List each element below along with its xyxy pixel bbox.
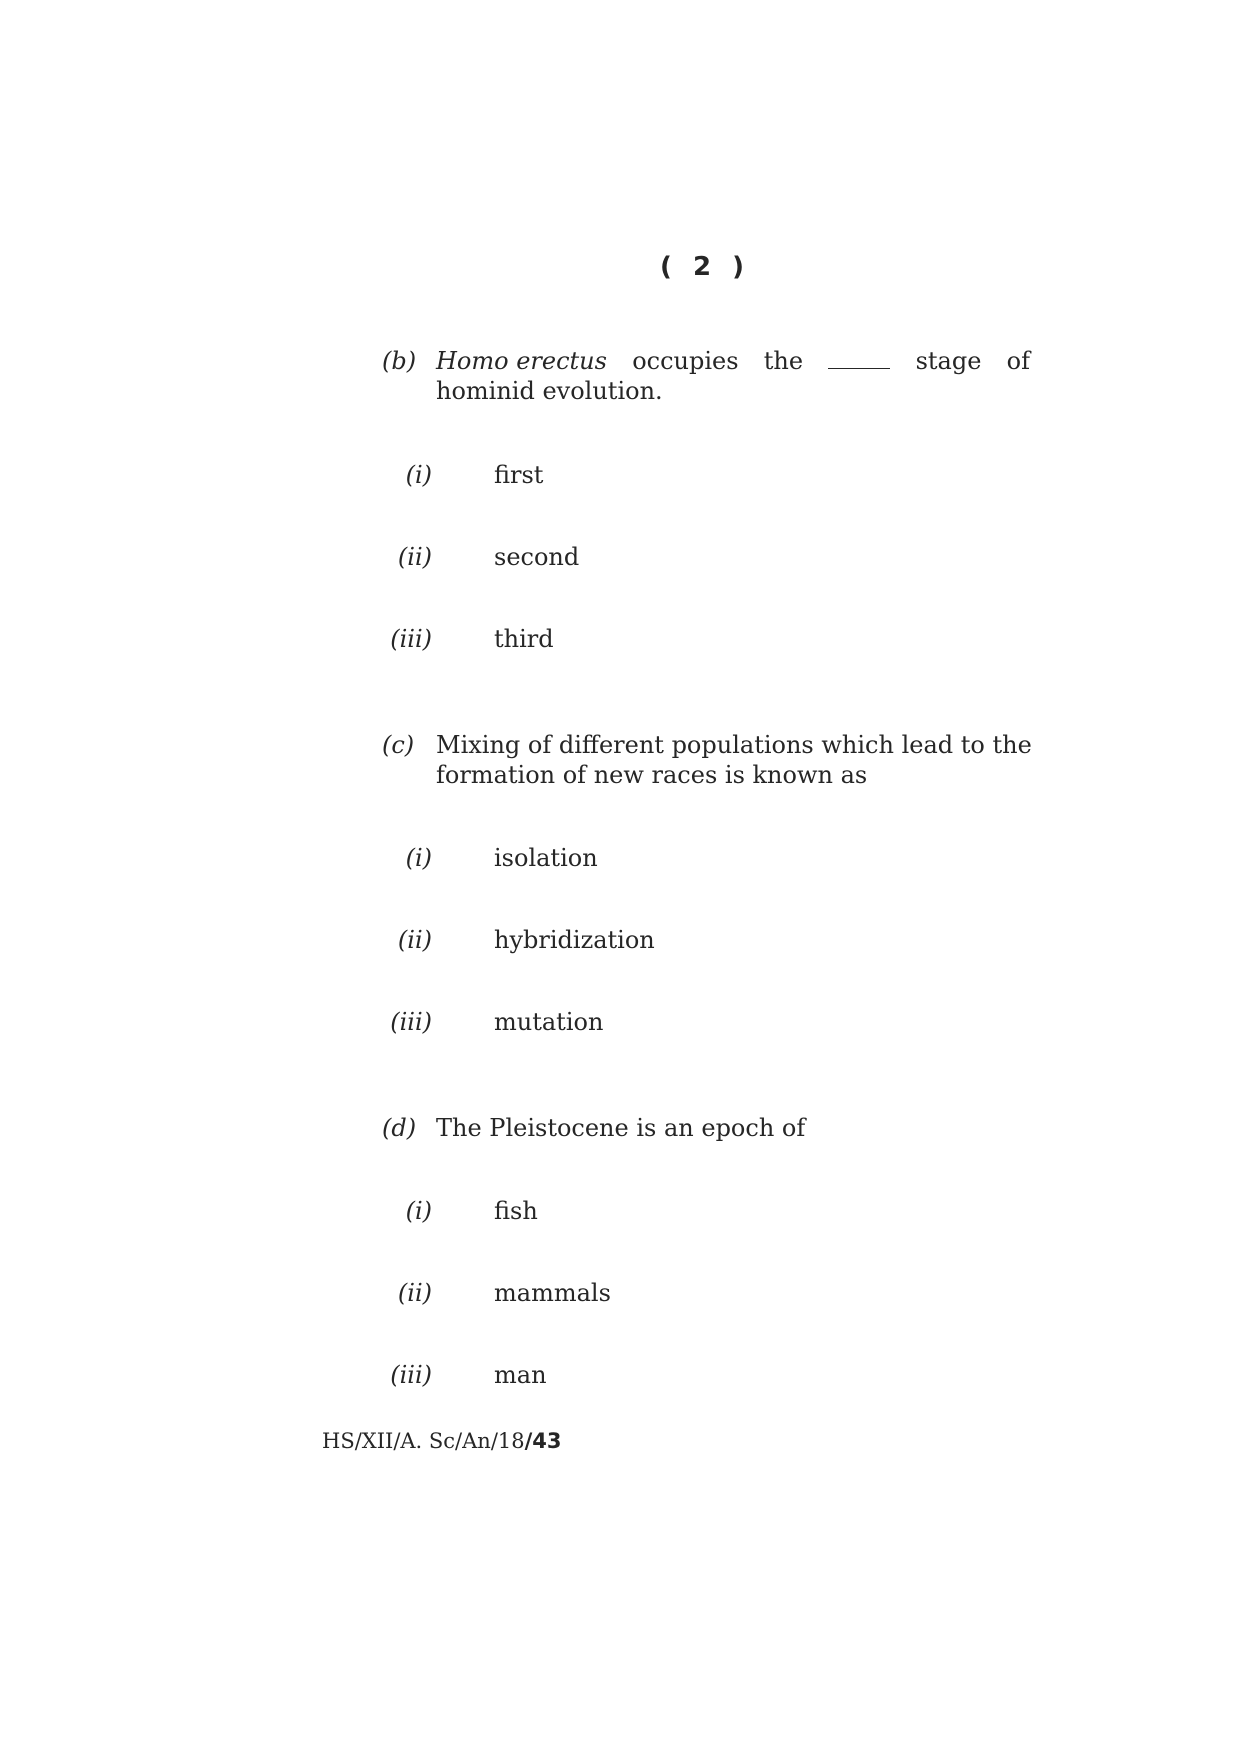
footer-code <box>322 1428 562 1454</box>
option-number: (iii) <box>390 1008 432 1036</box>
option-number: (iii) <box>390 1361 432 1389</box>
question-text-line1: The Pleistocene is an epoch of <box>436 1114 806 1142</box>
option-text: mammals <box>494 1279 611 1307</box>
option-item <box>392 1278 692 1308</box>
question-word: of <box>1006 347 1030 375</box>
question-text-line2: formation of new races is known as <box>436 761 868 789</box>
option-item <box>392 1007 692 1037</box>
option-number: (iii) <box>390 625 432 653</box>
question-word: stage <box>915 347 982 375</box>
option-number: (i) <box>405 461 432 489</box>
option-number: (ii) <box>397 1279 432 1307</box>
option-item <box>392 925 692 955</box>
option-text: third <box>494 625 554 653</box>
question-label: (c) <box>382 731 415 759</box>
option-text: mutation <box>494 1008 604 1036</box>
question-text-line2: hominid evolution. <box>436 377 663 405</box>
option-text: second <box>494 543 580 571</box>
footer-code-suffix: /43 <box>524 1429 562 1453</box>
option-text: fish <box>494 1197 538 1225</box>
option-item <box>392 460 692 490</box>
species-name: Homo erectus <box>436 347 607 375</box>
question-c <box>382 730 1030 790</box>
footer-code-text: HS/XII/A. Sc/An/18 <box>322 1429 525 1453</box>
question-text-line1: Mixing of different populations which lead to the <box>436 731 1032 759</box>
option-number: (i) <box>405 1197 432 1225</box>
option-number: (ii) <box>397 543 432 571</box>
option-number: (i) <box>405 844 432 872</box>
option-item <box>392 1196 692 1226</box>
question-word: the <box>763 347 804 375</box>
question-label: (b) <box>382 347 417 375</box>
option-item <box>392 1360 692 1390</box>
question-label: (d) <box>382 1114 417 1142</box>
fill-in-blank <box>828 350 890 369</box>
question-text-line1 <box>436 346 1030 376</box>
option-item <box>392 542 692 572</box>
question-b <box>382 346 1030 406</box>
option-text: man <box>494 1361 547 1389</box>
option-text: isolation <box>494 844 598 872</box>
question-d <box>382 1113 1030 1143</box>
question-word: occupies <box>632 347 739 375</box>
option-item <box>392 843 692 873</box>
option-item <box>392 624 692 654</box>
option-text: first <box>494 461 544 489</box>
option-text: hybridization <box>494 926 655 954</box>
option-number: (ii) <box>397 926 432 954</box>
page-number: ( 2 ) <box>660 252 750 282</box>
